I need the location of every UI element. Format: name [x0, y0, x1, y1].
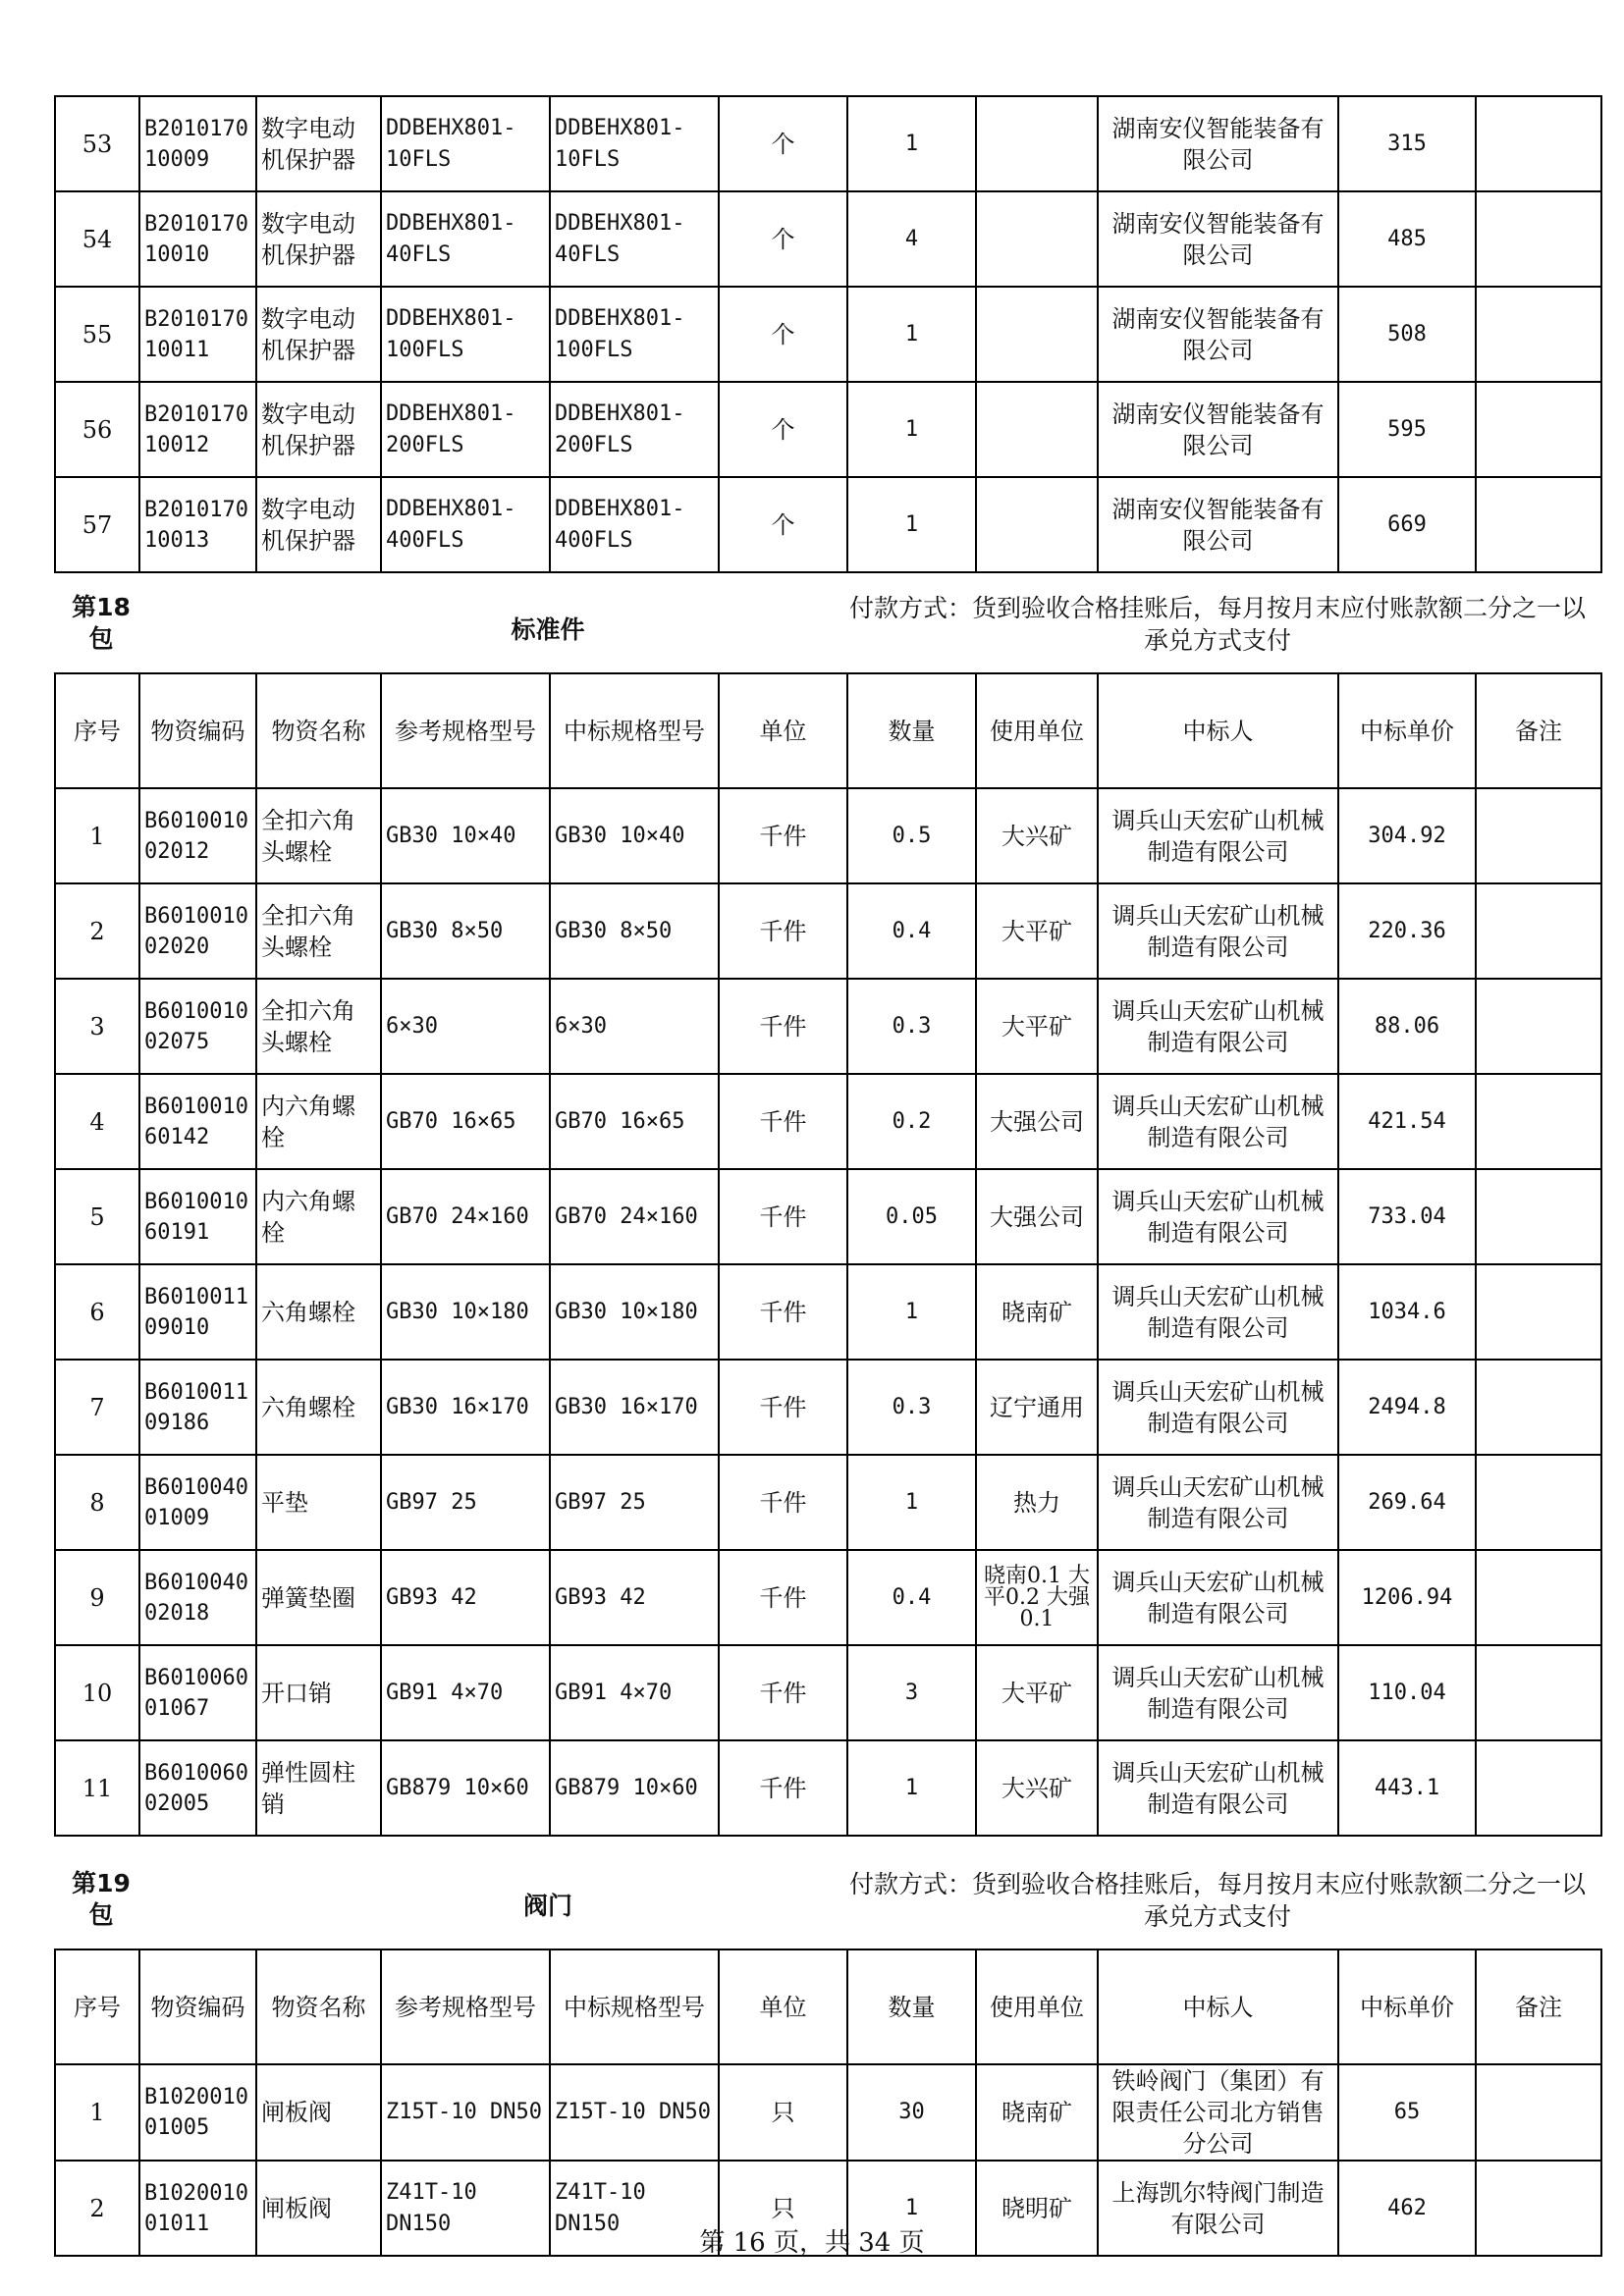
cell-user: 热力: [976, 1455, 1098, 1550]
cell-user: 晓南矿: [976, 2064, 1098, 2161]
cell-qty: 0.4: [847, 883, 976, 979]
column-header: 中标人: [1098, 1949, 1338, 2064]
cell-unit: 个: [719, 287, 847, 382]
cell-bid: GB93 42: [550, 1550, 719, 1645]
table-row: [55, 287, 1601, 382]
cell-bid: GB30 10×180: [550, 1264, 719, 1360]
cell-no: 5: [55, 1169, 139, 1264]
cell-price: 443.1: [1338, 1740, 1476, 1836]
cell-name: 数字电动机保护器: [256, 96, 381, 191]
table-row: [55, 1455, 1601, 1550]
cell-code: B6010010 60191: [139, 1169, 256, 1264]
cell-note: [1476, 1455, 1601, 1550]
cell-price: 485: [1338, 191, 1476, 287]
cell-winner: 湖南安仪智能装备有限公司: [1098, 96, 1338, 191]
cell-unit: 千件: [719, 1550, 847, 1645]
cell-name: 平垫: [256, 1455, 381, 1550]
cell-qty: 1: [847, 1455, 976, 1550]
cell-ref: GB70 16×65: [381, 1074, 550, 1169]
cell-ref: GB30 16×170: [381, 1360, 550, 1455]
cell-winner: 调兵山天宏矿山机械制造有限公司: [1098, 1740, 1338, 1836]
cell-ref: Z41T-10 DN150: [381, 2161, 550, 2256]
cell-user: 大平矿: [976, 979, 1098, 1074]
payment-terms: 付款方式：货到验收合格挂账后，每月按月末应付账款额二分之一以承兑方式支付: [848, 1870, 1586, 1931]
table-row: [55, 1645, 1601, 1740]
cell-name: 数字电动机保护器: [256, 191, 381, 287]
cell-no: 7: [55, 1360, 139, 1455]
column-header: 物资名称: [256, 1949, 381, 2064]
table-row: [55, 1169, 1601, 1264]
cell-user: 大兴矿: [976, 788, 1098, 883]
cell-user: [976, 96, 1098, 191]
cell-no: 6: [55, 1264, 139, 1360]
cell-note: [1476, 1169, 1601, 1264]
cell-qty: 4: [847, 191, 976, 287]
cell-user: 大强公司: [976, 1169, 1098, 1264]
cell-bid: GB70 16×65: [550, 1074, 719, 1169]
cell-ref: Z15T-10 DN50: [381, 2064, 550, 2161]
cell-price: 110.04: [1338, 1645, 1476, 1740]
cell-user: 辽宁通用: [976, 1360, 1098, 1455]
cell-code: B6010040 02018: [139, 1550, 256, 1645]
cell-price: 1206.94: [1338, 1550, 1476, 1645]
column-header: 物资编码: [139, 673, 256, 788]
cell-name: 数字电动机保护器: [256, 382, 381, 477]
cell-code: B6010010 02075: [139, 979, 256, 1074]
cell-ref: GB97 25: [381, 1455, 550, 1550]
cell-qty: 1: [847, 382, 976, 477]
cell-user: 大平矿: [976, 1645, 1098, 1740]
cell-note: [1476, 979, 1601, 1074]
cell-bid: DDBEHX801-10FLS: [550, 96, 719, 191]
cell-name: 闸板阀: [256, 2064, 381, 2161]
cell-no: 8: [55, 1455, 139, 1550]
cell-user: 晓南0.1 大平0.2 大强0.1: [976, 1550, 1098, 1645]
cell-bid: Z41T-10 DN150: [550, 2161, 719, 2256]
cell-ref: GB93 42: [381, 1550, 550, 1645]
cell-user: 大强公司: [976, 1074, 1098, 1169]
column-header: 中标单价: [1338, 673, 1476, 788]
package19-table: [54, 1949, 1602, 2257]
cell-name: 弹性圆柱销: [256, 1740, 381, 1836]
cell-no: 56: [55, 382, 139, 477]
cell-winner: 湖南安仪智能装备有限公司: [1098, 382, 1338, 477]
cell-qty: 1: [847, 1740, 976, 1836]
cell-code: B1020010 01005: [139, 2064, 256, 2161]
cell-code: B6010060 02005: [139, 1740, 256, 1836]
column-header: 单位: [719, 1949, 847, 2064]
cell-code: B2010170 10011: [139, 287, 256, 382]
cell-bid: GB30 8×50: [550, 883, 719, 979]
cell-code: B2010170 10009: [139, 96, 256, 191]
cell-no: 2: [55, 2161, 139, 2256]
column-header: 中标规格型号: [550, 1949, 719, 2064]
cell-note: [1476, 1264, 1601, 1360]
cell-no: 10: [55, 1645, 139, 1740]
cell-winner: 调兵山天宏矿山机械制造有限公司: [1098, 788, 1338, 883]
cell-code: B2010170 10013: [139, 477, 256, 572]
cell-user: [976, 382, 1098, 477]
cell-ref: 6×30: [381, 979, 550, 1074]
column-header: 中标规格型号: [550, 673, 719, 788]
cell-unit: 千件: [719, 1264, 847, 1360]
cell-ref: GB30 10×40: [381, 788, 550, 883]
cell-note: [1476, 788, 1601, 883]
cell-winner: 调兵山天宏矿山机械制造有限公司: [1098, 1455, 1338, 1550]
cell-name: 开口销: [256, 1645, 381, 1740]
cell-bid: GB70 24×160: [550, 1169, 719, 1264]
cell-bid: GB30 10×40: [550, 788, 719, 883]
cell-unit: 只: [719, 2064, 847, 2161]
cell-winner: 调兵山天宏矿山机械制造有限公司: [1098, 1169, 1338, 1264]
cell-bid: GB879 10×60: [550, 1740, 719, 1836]
page-footer: 第 16 页，共 34 页: [699, 2228, 925, 2258]
column-header: 数量: [847, 1949, 976, 2064]
cell-user: 大兴矿: [976, 1740, 1098, 1836]
cell-user: 大平矿: [976, 883, 1098, 979]
column-header: 参考规格型号: [381, 673, 550, 788]
cell-bid: Z15T-10 DN50: [550, 2064, 719, 2161]
cell-qty: 0.05: [847, 1169, 976, 1264]
cell-qty: 1: [847, 2161, 976, 2256]
cell-ref: GB30 8×50: [381, 883, 550, 979]
cell-bid: DDBEHX801-400FLS: [550, 477, 719, 572]
cell-code: B1020010 01011: [139, 2161, 256, 2256]
cell-price: 508: [1338, 287, 1476, 382]
table-row: [55, 1074, 1601, 1169]
cell-qty: 0.2: [847, 1074, 976, 1169]
cell-name: 内六角螺栓: [256, 1169, 381, 1264]
package-title: 阀门: [522, 1892, 572, 1920]
column-header: 数量: [847, 673, 976, 788]
cell-winner: 调兵山天宏矿山机械制造有限公司: [1098, 1264, 1338, 1360]
cell-qty: 0.3: [847, 979, 976, 1074]
cell-code: B6010010 60142: [139, 1074, 256, 1169]
cell-price: 315: [1338, 96, 1476, 191]
cell-note: [1476, 191, 1601, 287]
cell-qty: 0.3: [847, 1360, 976, 1455]
column-header: 中标单价: [1338, 1949, 1476, 2064]
cell-name: 六角螺栓: [256, 1264, 381, 1360]
cell-unit: 千件: [719, 883, 847, 979]
cell-unit: 千件: [719, 1360, 847, 1455]
cell-qty: 1: [847, 477, 976, 572]
cell-winner: 调兵山天宏矿山机械制造有限公司: [1098, 1645, 1338, 1740]
cell-unit: 千件: [719, 1169, 847, 1264]
cell-ref: GB879 10×60: [381, 1740, 550, 1836]
cell-unit: 千件: [719, 1455, 847, 1550]
cell-qty: 0.5: [847, 788, 976, 883]
cell-note: [1476, 1360, 1601, 1455]
column-header: 物资名称: [256, 673, 381, 788]
cell-bid: DDBEHX801-40FLS: [550, 191, 719, 287]
cell-code: B6010010 02020: [139, 883, 256, 979]
cell-code: B6010011 09186: [139, 1360, 256, 1455]
cell-user: 晓明矿: [976, 2161, 1098, 2256]
cell-name: 全扣六角头螺栓: [256, 788, 381, 883]
cell-no: 1: [55, 788, 139, 883]
cell-winner: 调兵山天宏矿山机械制造有限公司: [1098, 1360, 1338, 1455]
cell-bid: GB91 4×70: [550, 1645, 719, 1740]
cell-note: [1476, 96, 1601, 191]
cell-note: [1476, 477, 1601, 572]
cell-ref: DDBEHX801-100FLS: [381, 287, 550, 382]
cell-name: 内六角螺栓: [256, 1074, 381, 1169]
column-header: 单位: [719, 673, 847, 788]
cell-name: 全扣六角头螺栓: [256, 979, 381, 1074]
cell-code: B6010011 09010: [139, 1264, 256, 1360]
cell-user: [976, 287, 1098, 382]
cell-name: 六角螺栓: [256, 1360, 381, 1455]
table-row: [55, 1740, 1601, 1836]
cell-winner: 调兵山天宏矿山机械制造有限公司: [1098, 979, 1338, 1074]
cell-code: B6010060 01067: [139, 1645, 256, 1740]
cell-unit: 个: [719, 191, 847, 287]
column-header: 序号: [55, 673, 139, 788]
cell-price: 733.04: [1338, 1169, 1476, 1264]
package-title: 标准件: [511, 615, 585, 644]
cell-no: 53: [55, 96, 139, 191]
cell-code: B6010040 01009: [139, 1455, 256, 1550]
cell-qty: 1: [847, 96, 976, 191]
cell-ref: DDBEHX801-200FLS: [381, 382, 550, 477]
cell-price: 220.36: [1338, 883, 1476, 979]
cell-qty: 1: [847, 287, 976, 382]
cell-winner: 湖南安仪智能装备有限公司: [1098, 191, 1338, 287]
cell-price: 65: [1338, 2064, 1476, 2161]
top-table: [54, 95, 1602, 573]
cell-user: 晓南矿: [976, 1264, 1098, 1360]
cell-note: [1476, 1645, 1601, 1740]
cell-no: 11: [55, 1740, 139, 1836]
cell-note: [1476, 883, 1601, 979]
cell-unit: 千件: [719, 1740, 847, 1836]
cell-qty: 1: [847, 1264, 976, 1360]
package18-table: [54, 672, 1602, 1837]
cell-price: 88.06: [1338, 979, 1476, 1074]
cell-price: 462: [1338, 2161, 1476, 2256]
cell-note: [1476, 1550, 1601, 1645]
cell-price: 595: [1338, 382, 1476, 477]
cell-price: 1034.6: [1338, 1264, 1476, 1360]
column-header: 中标人: [1098, 673, 1338, 788]
cell-name: 数字电动机保护器: [256, 287, 381, 382]
cell-unit: 千件: [719, 979, 847, 1074]
cell-no: 9: [55, 1550, 139, 1645]
table-row: [55, 883, 1601, 979]
table-row: [55, 382, 1601, 477]
cell-bid: GB97 25: [550, 1455, 719, 1550]
cell-unit: 个: [719, 382, 847, 477]
cell-ref: DDBEHX801-40FLS: [381, 191, 550, 287]
column-header: 使用单位: [976, 1949, 1098, 2064]
cell-code: B2010170 10010: [139, 191, 256, 287]
table-row: [55, 979, 1601, 1074]
column-header: 使用单位: [976, 673, 1098, 788]
table-row: [55, 1550, 1601, 1645]
cell-user: [976, 191, 1098, 287]
column-header: 序号: [55, 1949, 139, 2064]
cell-winner: 上海凯尔特阀门制造有限公司: [1098, 2161, 1338, 2256]
cell-winner: 湖南安仪智能装备有限公司: [1098, 287, 1338, 382]
cell-no: 3: [55, 979, 139, 1074]
cell-note: [1476, 1074, 1601, 1169]
cell-unit: 千件: [719, 1645, 847, 1740]
payment-terms: 付款方式：货到验收合格挂账后，每月按月末应付账款额二分之一以承兑方式支付: [848, 594, 1586, 655]
cell-name: 闸板阀: [256, 2161, 381, 2256]
table-row: [55, 1360, 1601, 1455]
cell-winner: 调兵山天宏矿山机械制造有限公司: [1098, 1550, 1338, 1645]
cell-price: 669: [1338, 477, 1476, 572]
cell-price: 2494.8: [1338, 1360, 1476, 1455]
cell-qty: 3: [847, 1645, 976, 1740]
cell-no: 1: [55, 2064, 139, 2161]
cell-unit: 个: [719, 96, 847, 191]
cell-unit: 千件: [719, 788, 847, 883]
cell-qty: 0.4: [847, 1550, 976, 1645]
cell-name: 全扣六角头螺栓: [256, 883, 381, 979]
cell-note: [1476, 1740, 1601, 1836]
cell-ref: GB91 4×70: [381, 1645, 550, 1740]
cell-name: 弹簧垫圈: [256, 1550, 381, 1645]
table-row: [55, 2064, 1601, 2161]
cell-unit: 只: [719, 2161, 847, 2256]
cell-user: [976, 477, 1098, 572]
cell-unit: 千件: [719, 1074, 847, 1169]
cell-note: [1476, 382, 1601, 477]
cell-code: B6010010 02012: [139, 788, 256, 883]
cell-bid: DDBEHX801-100FLS: [550, 287, 719, 382]
cell-bid: 6×30: [550, 979, 719, 1074]
cell-code: B2010170 10012: [139, 382, 256, 477]
cell-note: [1476, 287, 1601, 382]
table-row: [55, 1264, 1601, 1360]
column-header: 物资编码: [139, 1949, 256, 2064]
cell-winner: 铁岭阀门（集团）有限责任公司北方销售分公司: [1098, 2064, 1338, 2161]
cell-no: 57: [55, 477, 139, 572]
package-number: 第18包: [72, 593, 131, 653]
column-header: 备注: [1476, 1949, 1601, 2064]
cell-price: 421.54: [1338, 1074, 1476, 1169]
table-row: [55, 191, 1601, 287]
cell-no: 54: [55, 191, 139, 287]
table-row: [55, 96, 1601, 191]
cell-note: [1476, 2064, 1601, 2161]
column-header: 备注: [1476, 673, 1601, 788]
cell-ref: DDBEHX801-10FLS: [381, 96, 550, 191]
column-header: 参考规格型号: [381, 1949, 550, 2064]
table-row: [55, 788, 1601, 883]
cell-unit: 个: [719, 477, 847, 572]
cell-no: 55: [55, 287, 139, 382]
cell-winner: 调兵山天宏矿山机械制造有限公司: [1098, 883, 1338, 979]
table-row: [55, 477, 1601, 572]
cell-ref: GB30 10×180: [381, 1264, 550, 1360]
cell-winner: 湖南安仪智能装备有限公司: [1098, 477, 1338, 572]
cell-ref: DDBEHX801-400FLS: [381, 477, 550, 572]
cell-bid: DDBEHX801-200FLS: [550, 382, 719, 477]
cell-name: 数字电动机保护器: [256, 477, 381, 572]
cell-qty: 30: [847, 2064, 976, 2161]
cell-price: 304.92: [1338, 788, 1476, 883]
cell-no: 2: [55, 883, 139, 979]
cell-no: 4: [55, 1074, 139, 1169]
cell-bid: GB30 16×170: [550, 1360, 719, 1455]
cell-ref: GB70 24×160: [381, 1169, 550, 1264]
cell-price: 269.64: [1338, 1455, 1476, 1550]
package-number: 第19包: [72, 1869, 131, 1929]
cell-winner: 调兵山天宏矿山机械制造有限公司: [1098, 1074, 1338, 1169]
